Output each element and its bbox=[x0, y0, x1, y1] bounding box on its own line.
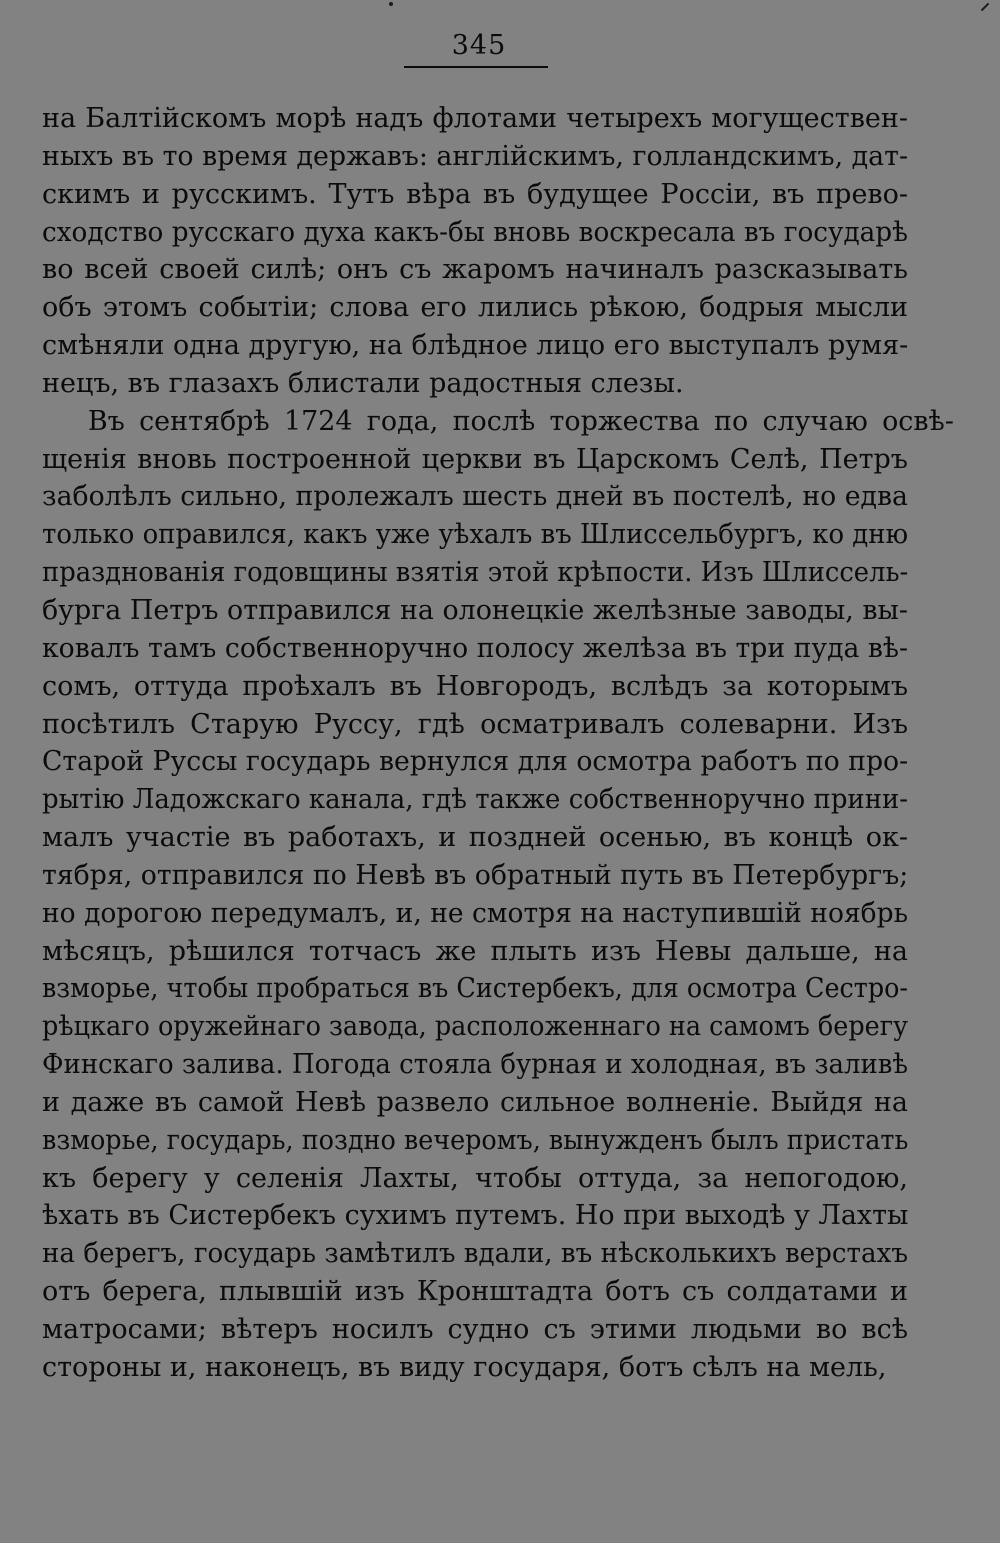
text-line: скимъ и русскимъ. Тутъ вѣра въ будущее Россіи, въ прево- bbox=[42, 178, 908, 210]
body-text bbox=[42, 100, 954, 1387]
print-speck bbox=[389, 2, 393, 6]
text-line: и даже въ самой Невѣ развело сильное волненіе. Выйдя на bbox=[42, 1086, 908, 1118]
text-line: взморье, чтобы пробраться въ Систербекъ, для осмотра Сестро- bbox=[42, 973, 908, 1005]
text-line: матросами; вѣтеръ носилъ судно съ этими людьми во всѣ bbox=[42, 1314, 908, 1345]
text-line: отъ берега, плывшій изъ Кронштадта ботъ съ солдатами и bbox=[42, 1276, 908, 1308]
text-line: сходство русскаго духа какъ-бы вновь воскресала въ государѣ bbox=[42, 216, 908, 248]
text-line: сомъ, оттуда проѣхалъ въ Новгородъ, вслѣдъ за которымъ bbox=[42, 670, 908, 702]
text-line: рѣцкаго оружейнаго завода, расположеннаго на самомъ берегу bbox=[42, 1011, 909, 1043]
paragraph bbox=[42, 403, 954, 1387]
text-line: празднованія годовщины взятія этой крѣпости. Изъ Шлиссель- bbox=[42, 557, 909, 589]
text-line: малъ участіе въ работахъ, и поздней осенью, въ концѣ ок- bbox=[42, 822, 908, 854]
text-line: объ этомъ событіи; слова его лились рѣкою, бодрыя мысли bbox=[42, 292, 908, 324]
text-line: рытію Ладожскаго канала, гдѣ также собственноручно прини- bbox=[42, 784, 909, 816]
text-line: Финскаго залива. Погода стояла бурная и холодная, въ заливѣ bbox=[42, 1049, 909, 1081]
text-line: смѣняли одна другую, на блѣдное лицо его выступалъ румя- bbox=[42, 330, 909, 362]
text-line: ковалъ тамъ собственноручно полосу желѣза въ три пуда вѣ- bbox=[42, 632, 909, 664]
text-line: на Балтійскомъ морѣ надъ флотами четырехъ могуществен- bbox=[42, 103, 908, 134]
text-line: только оправился, какъ уже уѣхалъ въ Шлиссельбургъ, ко дню bbox=[42, 519, 909, 551]
text-line: щенія вновь построенной церкви въ Царскомъ Селѣ, Петръ bbox=[42, 443, 908, 475]
text-line: Въ сентябрѣ 1724 года, послѣ торжества по случаю освѣ- bbox=[87, 405, 954, 437]
page-number-rule bbox=[404, 66, 548, 68]
text-line: посѣтилъ Старую Руссу, гдѣ осматривалъ солеварни. Изъ bbox=[42, 708, 908, 740]
text-line: заболѣлъ сильно, пролежалъ шесть дней въ постелѣ, но едва bbox=[42, 481, 908, 513]
page-number: 345 bbox=[451, 30, 507, 61]
text-line: тября, отправился по Невѣ въ обратный путь въ Петербургъ; bbox=[42, 859, 909, 891]
text-line: ныхъ въ то время державъ: англійскимъ, голландскимъ, дат- bbox=[42, 140, 909, 172]
text-line: стороны и, наконецъ, въ виду государя, ботъ сѣлъ на мель, bbox=[42, 1351, 887, 1383]
text-line: на берегъ, государь замѣтилъ вдали, въ нѣсколькихъ верстахъ bbox=[42, 1238, 909, 1270]
text-line: къ берегу у селенія Лахты, чтобы оттуда, за непогодою, bbox=[42, 1162, 908, 1194]
corner-mark bbox=[981, 3, 989, 11]
text-line: во всей своей силѣ; онъ съ жаромъ начиналъ разсказывать bbox=[42, 254, 908, 286]
text-line: нецъ, въ глазахъ блистали радостныя слезы. bbox=[42, 367, 684, 399]
text-line: ѣхать въ Систербекъ сухимъ путемъ. Но при выходѣ у Лахты bbox=[42, 1200, 909, 1232]
text-line: но дорогою передумалъ, и, не смотря на наступившій ноябрь bbox=[42, 897, 909, 929]
text-line: бурга Петръ отправился на олонецкіе желѣзные заводы, вы- bbox=[42, 594, 908, 626]
text-line: взморье, государь, поздно вечеромъ, вынужденъ былъ пристать bbox=[42, 1124, 909, 1156]
text-line: Старой Руссы государь вернулся для осмотра работъ по про- bbox=[42, 746, 909, 778]
paragraph bbox=[42, 100, 908, 403]
text-line: мѣсяцъ, рѣшился тотчасъ же плыть изъ Невы дальше, на bbox=[42, 935, 908, 967]
